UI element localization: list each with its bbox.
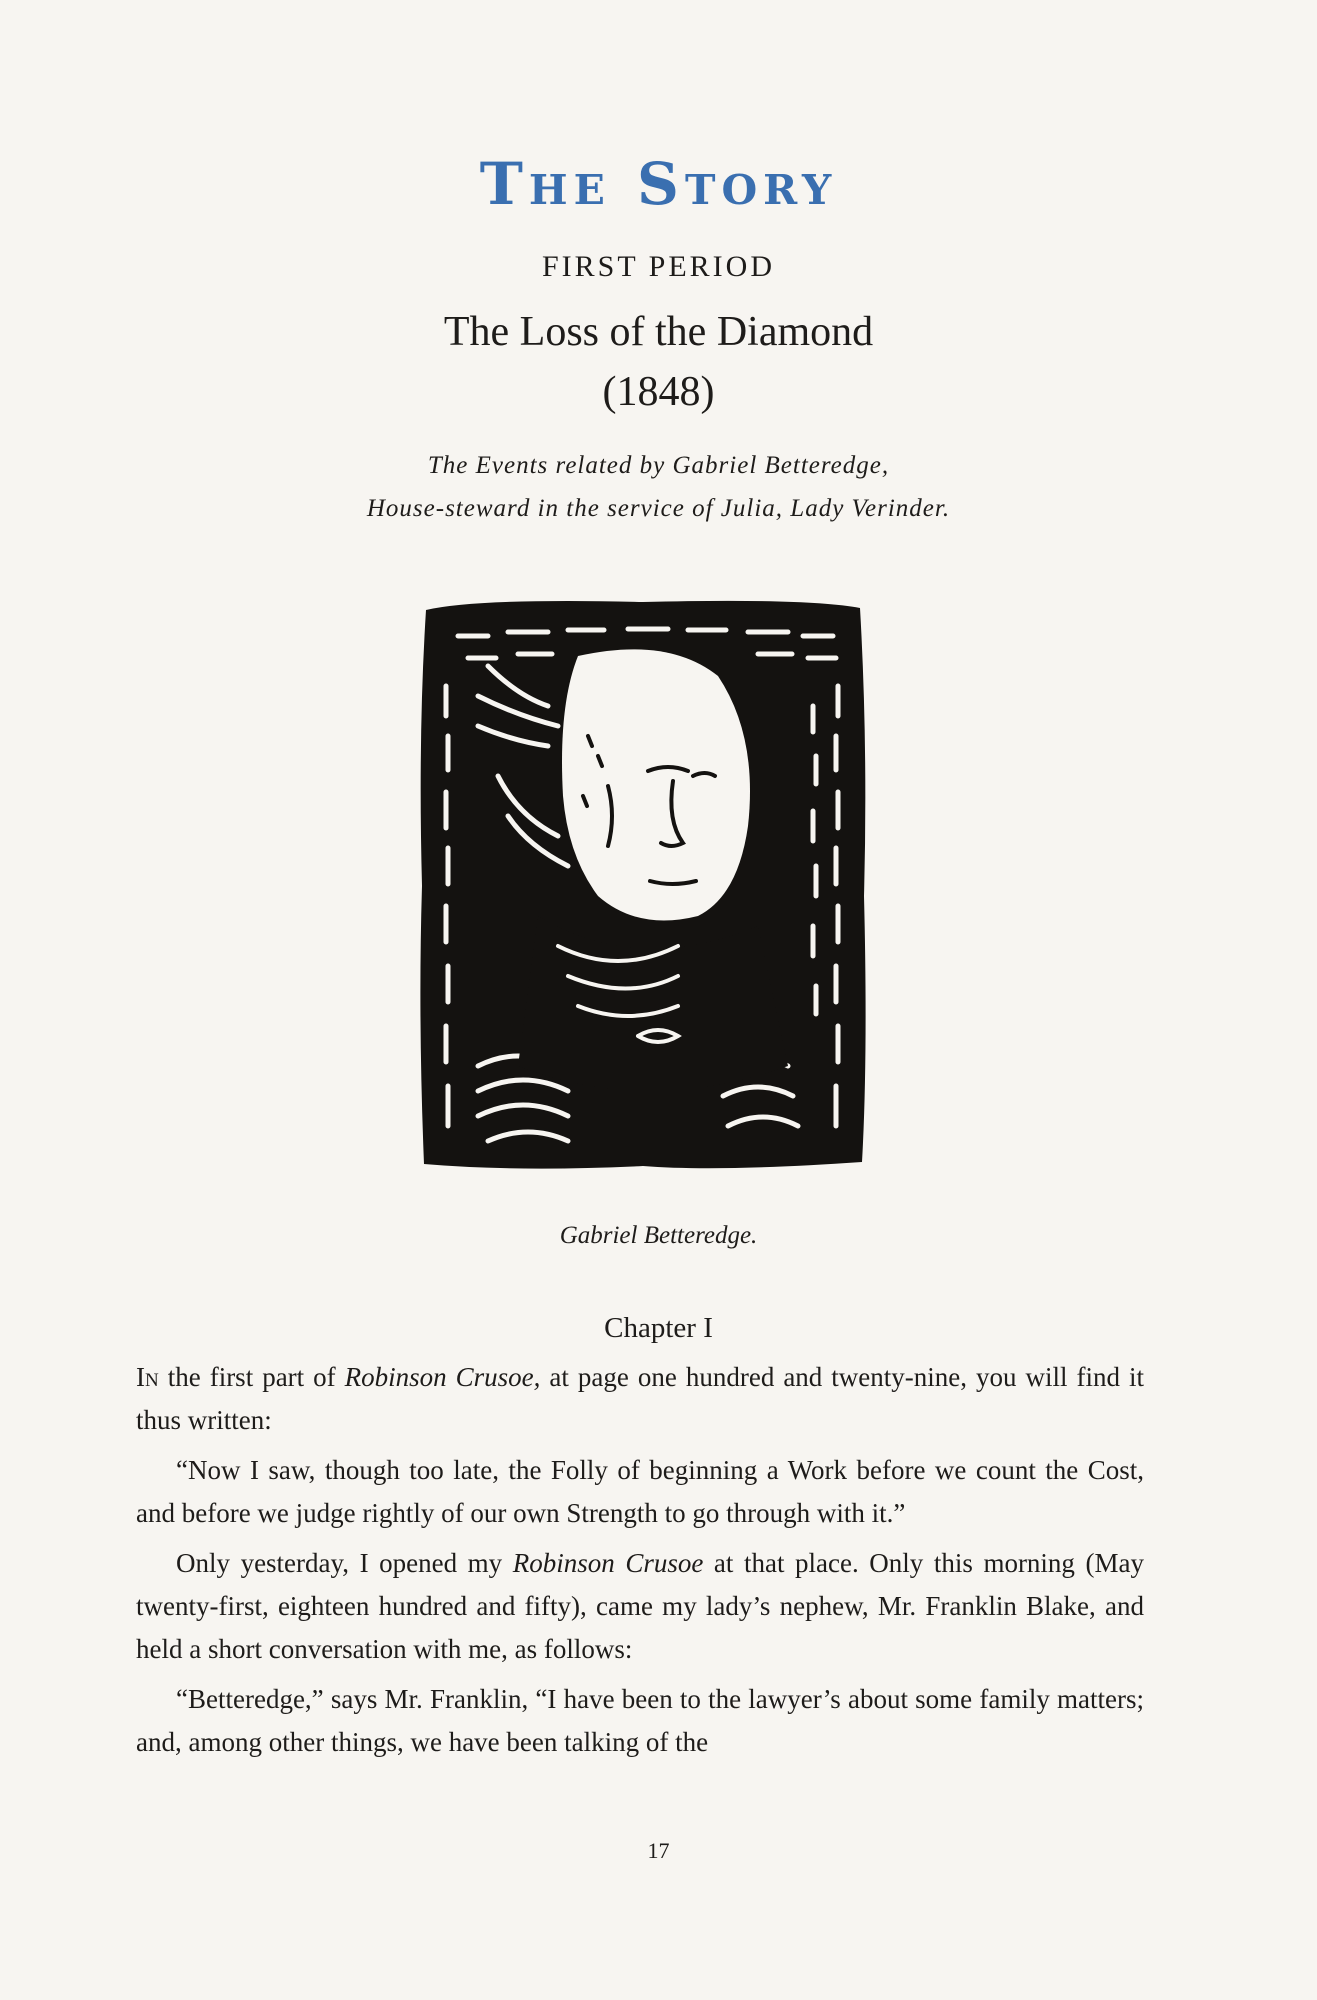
period-label: FIRST PERIOD [542,250,775,283]
portrait-caption: Gabriel Betteredge. [559,1222,758,1249]
page-number: 17 [647,1838,670,1863]
subtitle-line-2: House-steward in the service of Julia, Lady Verinder. [366,495,951,522]
paragraph-1: In the first part of Robinson Crusoe, at page one hundred and twenty-nine, you will find it thus written: [136,1362,1144,1435]
subtitle-line-1: The Events related by Gabriel Betteredge, [427,452,890,479]
blackletter-heading: The Story [479,150,838,218]
paragraph-3: Only yesterday, I opened my Robinson Crusoe at that place. Only this morning (May twenty-first, eighteen hundred and fifty), came my lady’s nephew, Mr. Franklin Blake, and held a short conversation with me, as follows: [136,1548,1144,1664]
chapter-heading: Chapter I [604,1312,713,1344]
drop-cap: In [136,1362,159,1392]
paragraph-4: “Betteredge,” says Mr. Franklin, “I have been to the lawyer’s about some family matters; and, among other things, we have been talking of the [136,1684,1144,1757]
paragraph-2: “Now I saw, though too late, the Folly of beginning a Work before we count the Cost, and before we judge rightly of our own Strength to go through with it.” [136,1455,1144,1528]
woodcut-portrait-illustration [418,596,868,1172]
title-year: (1848) [602,369,715,415]
body-text [136,1356,1144,1771]
page-title: The Loss of the Diamond [443,309,874,355]
